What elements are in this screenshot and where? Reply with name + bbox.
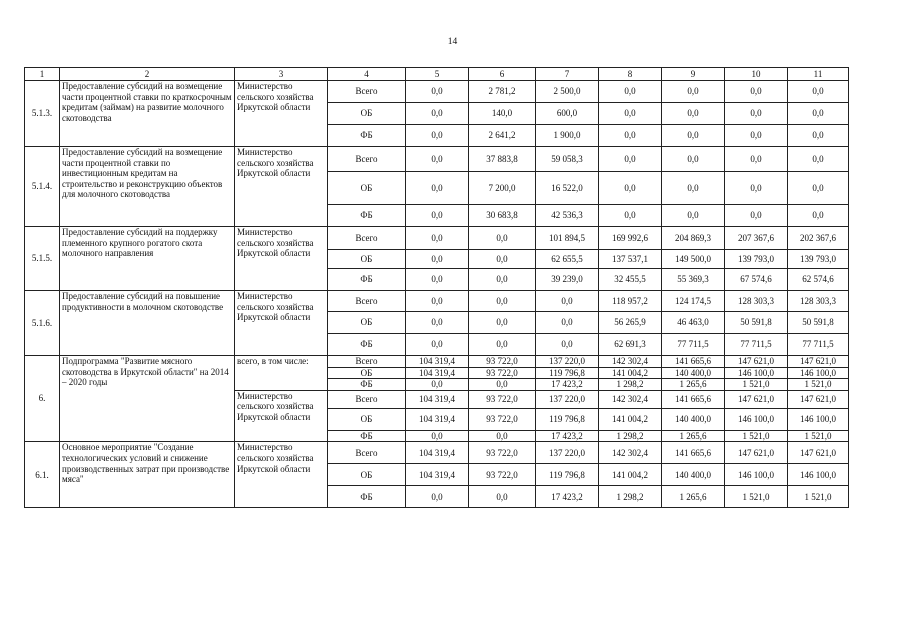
value-cell: 17 423,2 [536, 486, 599, 508]
value-cell: 1 298,2 [599, 486, 662, 508]
header-cell: 6 [469, 68, 536, 81]
value-cell: 1 521,0 [788, 486, 849, 508]
value-cell: 119 796,8 [536, 464, 599, 486]
value-cell: 141 665,6 [662, 442, 725, 464]
value-cell: 147 621,0 [788, 442, 849, 464]
value-cell: 137 220,0 [536, 442, 599, 464]
value-cell: 128 303,3 [725, 291, 788, 312]
value-cell: 0,0 [469, 227, 536, 250]
header-cell: 11 [788, 68, 849, 81]
value-cell: 141 665,6 [662, 390, 725, 408]
row-name: Предоставление субсидий на возмещение части процентной ставки по краткосрочным кредитам (займам) на развитие молочного скотоводства [60, 81, 235, 147]
value-cell: 0,0 [788, 125, 849, 147]
funding-source: Всего [328, 227, 406, 250]
value-cell: 0,0 [469, 312, 536, 334]
value-cell: 0,0 [406, 227, 469, 250]
row-name: Подпрограмма "Развитие мясного скотоводства в Иркутской области" на 2014 – 2020 годы [60, 356, 235, 442]
value-cell: 1 521,0 [725, 379, 788, 391]
value-cell: 0,0 [536, 334, 599, 356]
value-cell: 2 641,2 [469, 125, 536, 147]
value-cell: 0,0 [406, 486, 469, 508]
value-cell: 67 574,6 [725, 269, 788, 291]
value-cell: 77 711,5 [788, 334, 849, 356]
row-executor: Министерство сельского хозяйства Иркутской области [235, 81, 328, 147]
header-cell: 5 [406, 68, 469, 81]
value-cell: 0,0 [536, 291, 599, 312]
value-cell: 0,0 [788, 172, 849, 205]
value-cell: 0,0 [662, 125, 725, 147]
value-cell: 142 302,4 [599, 356, 662, 368]
header-cell: 1 [25, 68, 60, 81]
value-cell: 147 621,0 [725, 390, 788, 408]
table-row [25, 81, 849, 103]
row-code: 5.1.4. [25, 147, 60, 227]
value-cell: 1 298,2 [599, 379, 662, 391]
value-cell: 0,0 [406, 291, 469, 312]
value-cell: 93 722,0 [469, 408, 536, 430]
header-cell: 10 [725, 68, 788, 81]
funding-source: Всего [328, 147, 406, 172]
value-cell: 62 691,3 [599, 334, 662, 356]
row-code: 6.1. [25, 442, 60, 508]
value-cell: 30 683,8 [469, 205, 536, 227]
value-cell: 93 722,0 [469, 464, 536, 486]
value-cell: 39 239,0 [536, 269, 599, 291]
funding-source: Всего [328, 442, 406, 464]
row-name: Предоставление субсидий на возмещение части процентной ставки по инвестиционным кредитам на строительство и реконструкцию объектов для молочного скотоводства [60, 147, 235, 227]
row-executor: Министерство сельского хозяйства Иркутской области [235, 227, 328, 291]
funding-source: ОБ [328, 312, 406, 334]
funding-source: ОБ [328, 367, 406, 379]
row-code: 5.1.6. [25, 291, 60, 356]
value-cell: 119 796,8 [536, 408, 599, 430]
table-row [25, 291, 849, 312]
table-body [25, 68, 849, 508]
funding-source: ФБ [328, 334, 406, 356]
value-cell: 0,0 [469, 379, 536, 391]
value-cell: 1 265,6 [662, 486, 725, 508]
value-cell: 141 004,2 [599, 367, 662, 379]
row-executor: Министерство сельского хозяйства Иркутской области [235, 147, 328, 227]
value-cell: 0,0 [662, 147, 725, 172]
value-cell: 142 302,4 [599, 442, 662, 464]
funding-source: ФБ [328, 379, 406, 391]
value-cell: 0,0 [599, 147, 662, 172]
value-cell: 146 100,0 [788, 367, 849, 379]
value-cell: 32 455,5 [599, 269, 662, 291]
value-cell: 146 100,0 [725, 464, 788, 486]
value-cell: 0,0 [725, 147, 788, 172]
header-cell: 9 [662, 68, 725, 81]
value-cell: 77 711,5 [662, 334, 725, 356]
value-cell: 0,0 [599, 125, 662, 147]
value-cell: 0,0 [406, 379, 469, 391]
value-cell: 2 500,0 [536, 81, 599, 103]
value-cell: 140 400,0 [662, 408, 725, 430]
header-row [25, 68, 849, 81]
value-cell: 104 319,4 [406, 408, 469, 430]
row-code: 5.1.5. [25, 227, 60, 291]
value-cell: 147 621,0 [725, 356, 788, 368]
value-cell: 104 319,4 [406, 356, 469, 368]
value-cell: 50 591,8 [725, 312, 788, 334]
value-cell: 207 367,6 [725, 227, 788, 250]
row-code: 6. [25, 356, 60, 442]
value-cell: 101 894,5 [536, 227, 599, 250]
value-cell: 0,0 [406, 205, 469, 227]
table-row [25, 227, 849, 250]
value-cell: 17 423,2 [536, 430, 599, 442]
funding-source: Всего [328, 81, 406, 103]
value-cell: 55 369,3 [662, 269, 725, 291]
value-cell: 0,0 [469, 430, 536, 442]
value-cell: 0,0 [536, 312, 599, 334]
row-executor: всего, в том числе: [235, 356, 328, 391]
value-cell: 124 174,5 [662, 291, 725, 312]
value-cell: 0,0 [662, 103, 725, 125]
value-cell: 139 793,0 [788, 250, 849, 269]
funding-source: ОБ [328, 464, 406, 486]
row-code: 5.1.3. [25, 81, 60, 147]
value-cell: 119 796,8 [536, 367, 599, 379]
row-executor: Министерство сельского хозяйства Иркутской области [235, 390, 328, 442]
value-cell: 62 574,6 [788, 269, 849, 291]
value-cell: 146 100,0 [725, 408, 788, 430]
funding-source: ФБ [328, 486, 406, 508]
value-cell: 0,0 [406, 125, 469, 147]
value-cell: 137 537,1 [599, 250, 662, 269]
value-cell: 137 220,0 [536, 356, 599, 368]
value-cell: 93 722,0 [469, 390, 536, 408]
value-cell: 0,0 [406, 172, 469, 205]
header-cell: 3 [235, 68, 328, 81]
value-cell: 0,0 [406, 430, 469, 442]
header-cell: 2 [60, 68, 235, 81]
funding-source: ОБ [328, 103, 406, 125]
value-cell: 0,0 [406, 250, 469, 269]
value-cell: 169 992,6 [599, 227, 662, 250]
funding-source: ФБ [328, 205, 406, 227]
value-cell: 147 621,0 [725, 442, 788, 464]
table-row [25, 147, 849, 172]
funding-source: Всего [328, 390, 406, 408]
row-name: Предоставление субсидий на повышение продуктивности в молочном скотоводстве [60, 291, 235, 356]
value-cell: 1 265,6 [662, 430, 725, 442]
value-cell: 204 869,3 [662, 227, 725, 250]
value-cell: 128 303,3 [788, 291, 849, 312]
value-cell: 0,0 [662, 205, 725, 227]
value-cell: 140,0 [469, 103, 536, 125]
value-cell: 104 319,4 [406, 390, 469, 408]
value-cell: 42 536,3 [536, 205, 599, 227]
funding-source: ОБ [328, 408, 406, 430]
value-cell: 50 591,8 [788, 312, 849, 334]
table-row [25, 356, 849, 368]
value-cell: 0,0 [725, 205, 788, 227]
funding-source: ФБ [328, 430, 406, 442]
value-cell: 56 265,9 [599, 312, 662, 334]
value-cell: 141 004,2 [599, 464, 662, 486]
value-cell: 0,0 [725, 81, 788, 103]
value-cell: 0,0 [788, 81, 849, 103]
value-cell: 0,0 [406, 147, 469, 172]
value-cell: 1 298,2 [599, 430, 662, 442]
funding-source: Всего [328, 356, 406, 368]
row-executor: Министерство сельского хозяйства Иркутской области [235, 442, 328, 508]
value-cell: 0,0 [599, 103, 662, 125]
header-cell: 8 [599, 68, 662, 81]
value-cell: 140 400,0 [662, 367, 725, 379]
value-cell: 0,0 [469, 334, 536, 356]
value-cell: 139 793,0 [725, 250, 788, 269]
funding-source: ОБ [328, 172, 406, 205]
header-cell: 4 [328, 68, 406, 81]
value-cell: 0,0 [599, 205, 662, 227]
value-cell: 1 521,0 [725, 486, 788, 508]
row-name: Основное мероприятие "Создание технологических условий и снижение производственных затрат при производстве мяса" [60, 442, 235, 508]
value-cell: 104 319,4 [406, 367, 469, 379]
value-cell: 77 711,5 [725, 334, 788, 356]
value-cell: 1 521,0 [788, 379, 849, 391]
value-cell: 7 200,0 [469, 172, 536, 205]
value-cell: 140 400,0 [662, 464, 725, 486]
table-row [25, 442, 849, 464]
value-cell: 16 522,0 [536, 172, 599, 205]
value-cell: 118 957,2 [599, 291, 662, 312]
row-executor: Министерство сельского хозяйства Иркутской области [235, 291, 328, 356]
row-name: Предоставление субсидий на поддержку племенного крупного рогатого скота молочного направления [60, 227, 235, 291]
value-cell: 62 655,5 [536, 250, 599, 269]
value-cell: 1 521,0 [788, 430, 849, 442]
value-cell: 0,0 [788, 205, 849, 227]
value-cell: 1 521,0 [725, 430, 788, 442]
value-cell: 17 423,2 [536, 379, 599, 391]
value-cell: 37 883,8 [469, 147, 536, 172]
value-cell: 0,0 [662, 81, 725, 103]
value-cell: 59 058,3 [536, 147, 599, 172]
value-cell: 146 100,0 [725, 367, 788, 379]
value-cell: 104 319,4 [406, 464, 469, 486]
value-cell: 141 004,2 [599, 408, 662, 430]
value-cell: 147 621,0 [788, 390, 849, 408]
funding-source: ОБ [328, 250, 406, 269]
funding-source: ФБ [328, 269, 406, 291]
value-cell: 0,0 [599, 172, 662, 205]
value-cell: 0,0 [469, 486, 536, 508]
budget-table [24, 67, 849, 508]
value-cell: 149 500,0 [662, 250, 725, 269]
value-cell: 0,0 [406, 81, 469, 103]
value-cell: 146 100,0 [788, 464, 849, 486]
value-cell: 137 220,0 [536, 390, 599, 408]
value-cell: 104 319,4 [406, 442, 469, 464]
value-cell: 0,0 [406, 312, 469, 334]
value-cell: 0,0 [662, 172, 725, 205]
header-cell: 7 [536, 68, 599, 81]
value-cell: 0,0 [725, 125, 788, 147]
value-cell: 0,0 [406, 103, 469, 125]
value-cell: 93 722,0 [469, 356, 536, 368]
funding-source: ФБ [328, 125, 406, 147]
value-cell: 0,0 [469, 269, 536, 291]
value-cell: 93 722,0 [469, 367, 536, 379]
value-cell: 0,0 [599, 81, 662, 103]
value-cell: 142 302,4 [599, 390, 662, 408]
value-cell: 0,0 [725, 103, 788, 125]
value-cell: 2 781,2 [469, 81, 536, 103]
value-cell: 147 621,0 [788, 356, 849, 368]
value-cell: 600,0 [536, 103, 599, 125]
value-cell: 0,0 [406, 334, 469, 356]
value-cell: 141 665,6 [662, 356, 725, 368]
value-cell: 0,0 [788, 147, 849, 172]
value-cell: 1 900,0 [536, 125, 599, 147]
funding-source: Всего [328, 291, 406, 312]
value-cell: 146 100,0 [788, 408, 849, 430]
value-cell: 46 463,0 [662, 312, 725, 334]
page-number: 14 [447, 37, 458, 47]
value-cell: 0,0 [469, 250, 536, 269]
value-cell: 0,0 [406, 269, 469, 291]
value-cell: 1 265,6 [662, 379, 725, 391]
value-cell: 0,0 [788, 103, 849, 125]
value-cell: 202 367,6 [788, 227, 849, 250]
value-cell: 0,0 [725, 172, 788, 205]
value-cell: 0,0 [469, 291, 536, 312]
value-cell: 93 722,0 [469, 442, 536, 464]
